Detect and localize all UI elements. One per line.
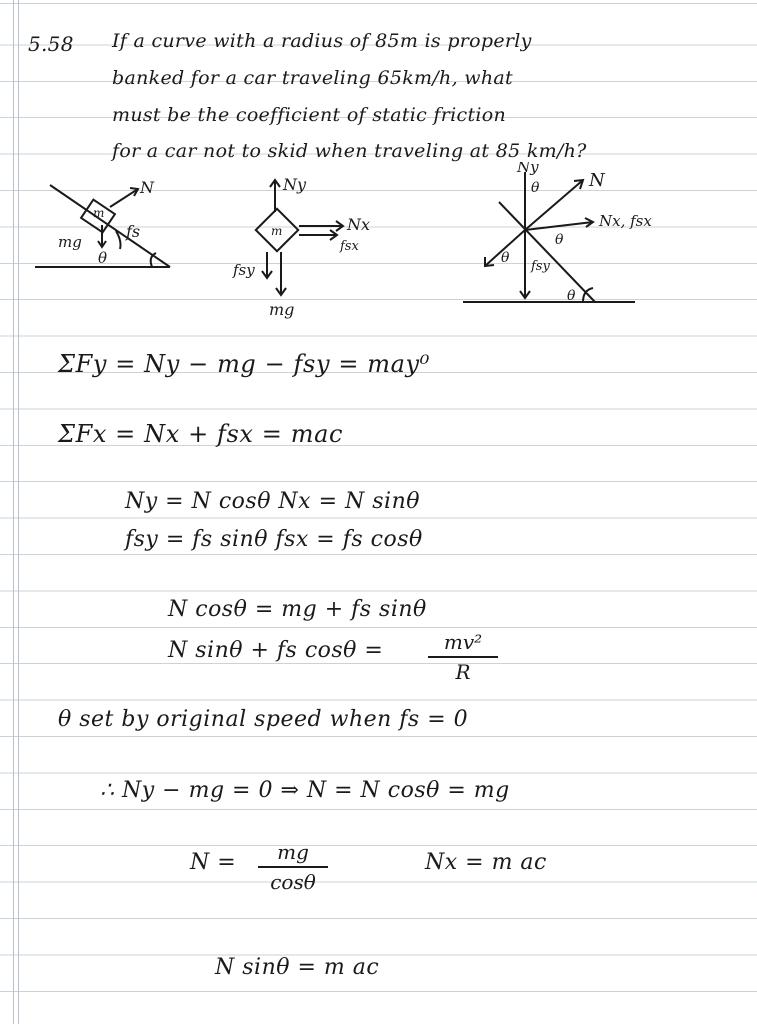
fbd-label-Ny: Ny [283, 175, 307, 194]
fraction-bar [258, 866, 328, 868]
comp-label-theta-mid: θ [555, 232, 564, 248]
fbd-label-fsx: fsx [340, 239, 359, 254]
eq-sum-fx: ΣFx = Nx + fsx = mac [58, 420, 344, 448]
fbd-label-Nx: Nx [347, 215, 371, 234]
eq-components-n: Ny = N cosθ Nx = N sinθ [125, 489, 420, 514]
eq-horizontal-balance: N sinθ + fs cosθ = [168, 638, 384, 663]
problem-line-1: If a curve with a radius of 85m is properly [112, 30, 532, 52]
problem-line-2: banked for a car traveling 65km/h, what [112, 67, 513, 89]
slope-line [499, 202, 595, 302]
margin-line [13, 0, 14, 1024]
eq-components-f: fsy = fs sinθ fsx = fs cosθ [125, 527, 423, 552]
incline-diagram [30, 175, 200, 280]
problem-line-3: must be the coefficient of static friction [112, 104, 507, 126]
problem-number: 5.58 [28, 32, 74, 56]
free-body-diagram [225, 170, 395, 320]
problem-line-4: for a car not to skid when traveling at 85 km/h? [112, 140, 587, 162]
horizontal-arrow [525, 222, 593, 230]
incline-label-fs: fs [126, 222, 141, 241]
note-theta-original-speed: θ set by original speed when fs = 0 [58, 707, 469, 732]
eq-nx-equals-mac: Nx = m ac [425, 850, 547, 875]
eq-sum-fy: ΣFy = Ny − mg − fsy = may⁰ [58, 350, 430, 378]
fraction-mg-over-cos [258, 840, 328, 894]
incline-label-m: m [93, 206, 105, 220]
comp-label-fsy: fsy [531, 259, 550, 274]
fbd-label-m: m [271, 224, 283, 238]
eq-ny-equals-mg: ∴ Ny − mg = 0 ⇒ N = N cosθ = mg [100, 778, 510, 803]
fraction-numerator: mg [277, 840, 309, 864]
comp-label-Nx-fx: Nx, fsx [599, 212, 652, 230]
incline-label-mg: mg [58, 233, 82, 251]
eq-n-sin-equals-mac: N sinθ = m ac [215, 955, 380, 980]
fraction-denominator: R [455, 660, 471, 684]
fbd-label-fsy: fsy [233, 261, 255, 279]
comp-label-theta-top: θ [531, 180, 540, 196]
components-diagram [455, 162, 695, 312]
incline-label-theta: θ [98, 249, 108, 267]
eq-n-equals: N = [190, 850, 237, 875]
comp-label-Ny: Ny [517, 162, 539, 176]
normal-force-arrow [110, 189, 138, 207]
fraction-bar [428, 656, 498, 658]
comp-label-N: N [589, 170, 605, 191]
fraction-numerator: mv² [443, 630, 483, 654]
eq-vertical-balance: N cosθ = mg + fs sinθ [168, 597, 427, 622]
fraction-denominator: cosθ [270, 870, 316, 894]
margin-line [18, 0, 19, 1024]
comp-label-theta-left: θ [501, 250, 510, 266]
incline-label-N: N [140, 178, 154, 197]
comp-label-theta-ground: θ [567, 288, 576, 304]
fbd-label-mg: mg [269, 300, 295, 319]
fraction-mv2-over-r [428, 630, 498, 684]
